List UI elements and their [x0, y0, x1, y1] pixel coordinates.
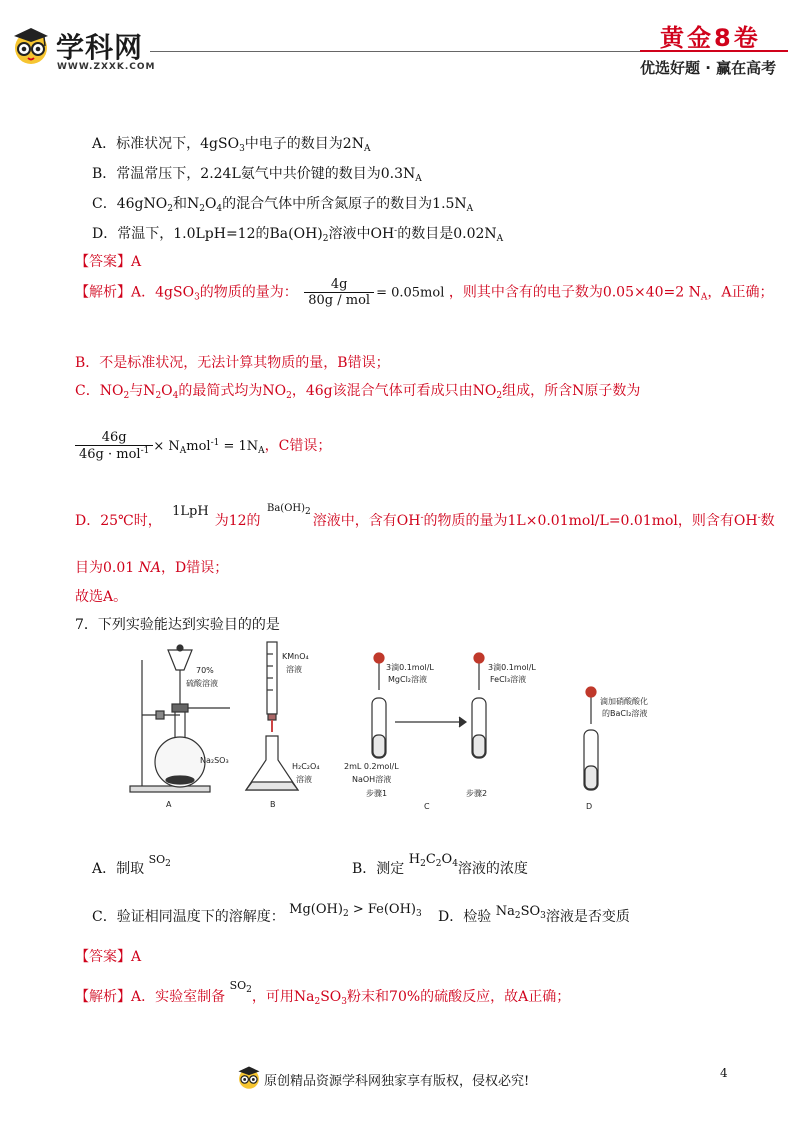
q7-option-c: C．验证相同温度下的溶解度： $Mg(OH)_2 > Fe(OH)_3$: [92, 902, 422, 925]
fig-b-top2: 溶液: [286, 665, 302, 674]
fig-c-base: 2mL 0.2mol/L: [344, 762, 399, 771]
q6-formula-atoms: $\frac{46g}{46g \cdot mol^{-1}}$ × $N_Amol^{-1} = 1N_A$，C错误；: [75, 430, 331, 462]
q7-stem: 7．下列实验能达到实验目的的是: [75, 617, 280, 633]
owl-logo-icon: [10, 24, 52, 66]
fig-a-solid: Na₂SO₃: [200, 756, 229, 765]
q7-option-b: B．测定 $H_2C_2O_4$溶液的浓度: [352, 852, 528, 877]
logo-url: WWW.ZXXK.COM: [57, 62, 156, 72]
fig-a-acid: 70%: [196, 666, 214, 675]
q7-explanation-a: 【解析】A．实验室制备 $^{SO_2}$，可用$Na_2SO_3$粉末和70%的硫酸反应，故A正确；: [75, 979, 571, 1007]
q6-option-c: C．46gNO$_2$和$N_2O_4$的混合气体中所含氮原子的数目为$1.5N_A$: [92, 196, 474, 214]
owl-footer-icon: [236, 1064, 262, 1090]
fig-d-drop2: 的BaCl₂溶液: [602, 709, 648, 718]
fig-b-top: KMnO₄: [282, 652, 309, 661]
page-number: 4: [720, 1066, 728, 1080]
footer-notice: 原创精品资源学科网独家享有版权，侵权必究!: [264, 1074, 530, 1089]
fraction-atoms: $\frac{46g}{46g \cdot mol^{-1}}$: [75, 430, 153, 462]
fig-b-bottom2: 溶液: [296, 775, 312, 784]
fig-c-step2: 步骤2: [466, 789, 488, 798]
q6-option-b: B．常温常压下，2.24L氨气中共价键的数目为$0.3N_A$: [92, 166, 422, 184]
fig-d-drop: 滴加硝酸酸化: [600, 697, 648, 706]
fig-d-label: D: [586, 802, 593, 811]
header: [0, 0, 800, 80]
fig-c-drop1b: MgCl₂溶液: [388, 675, 427, 684]
q6-answer: 【答案】A: [75, 254, 142, 270]
q7-answer: 【答案】A: [75, 949, 142, 965]
fig-a-acid2: 硫酸溶液: [186, 679, 218, 688]
q7-apparatus-figure: [120, 640, 648, 820]
q7-option-d: D．检验 $Na_2SO_3$溶液是否变质: [438, 904, 630, 925]
fig-b-bottom: H₂C₂O₄: [292, 762, 320, 771]
fig-c-drop2b: FeCl₃溶液: [490, 675, 527, 684]
fraction-moles: $\frac{4g}{\text{80g / mol}}$: [304, 277, 374, 308]
logo-text: 学科网: [56, 31, 144, 64]
fig-c-label: C: [424, 802, 430, 811]
q6-option-a: A．标准状况下，4gSO$_3$中电子的数目为$2N_A$: [92, 136, 371, 154]
q6-explanation-a: 【解析】A．4gSO$_3$的物质的量为： $\frac{4g}{\text{80g / mol}}$ = 0.05mol ，则其中含有的电子数为0.05×40=2 $N_A$，A正确；: [75, 277, 774, 308]
fig-a-label: A: [166, 800, 172, 809]
fig-c-base2: NaOH溶液: [352, 775, 392, 784]
fig-b-label: B: [270, 800, 276, 809]
q7-option-a: A．制取 $^{SO_2}$: [92, 853, 171, 877]
q6-explanation-d-cont: 目为0.01 NA，D错误；: [75, 560, 229, 576]
q6-conclusion: 故选A。: [75, 589, 128, 605]
brand-title: 黄金8卷: [660, 24, 761, 52]
q6-option-d: D．常温下，1.0LpH=12的$Ba(OH)_2$溶液中OH-的数目是$0.02N_A$: [92, 226, 504, 244]
q6-explanation-b: B．不是标准状况，无法计算其物质的量，B错误；: [75, 355, 390, 371]
fig-c-drop2: 3滴0.1mol/L: [488, 663, 536, 672]
header-rule: [150, 51, 640, 52]
fig-c-step1: 步骤1: [366, 789, 388, 798]
q6-explanation-c: C．$NO_2$与$N_2O_4$的最简式均为$NO_2$，46g该混合气体可看成只由$NO_2$组成，所含N原子数为: [75, 383, 641, 401]
brand-slogan: 优选好题 · 赢在高考: [640, 59, 777, 77]
q6-explanation-d: D．25℃时， 1LpH为12的 $^{Ba(OH)_2}$溶液中，含有OH-的物质的量为1L×0.01mol/L=0.01mol，则含有OH-数: [75, 503, 775, 529]
fig-c-drop1: 3滴0.1mol/L: [386, 663, 434, 672]
